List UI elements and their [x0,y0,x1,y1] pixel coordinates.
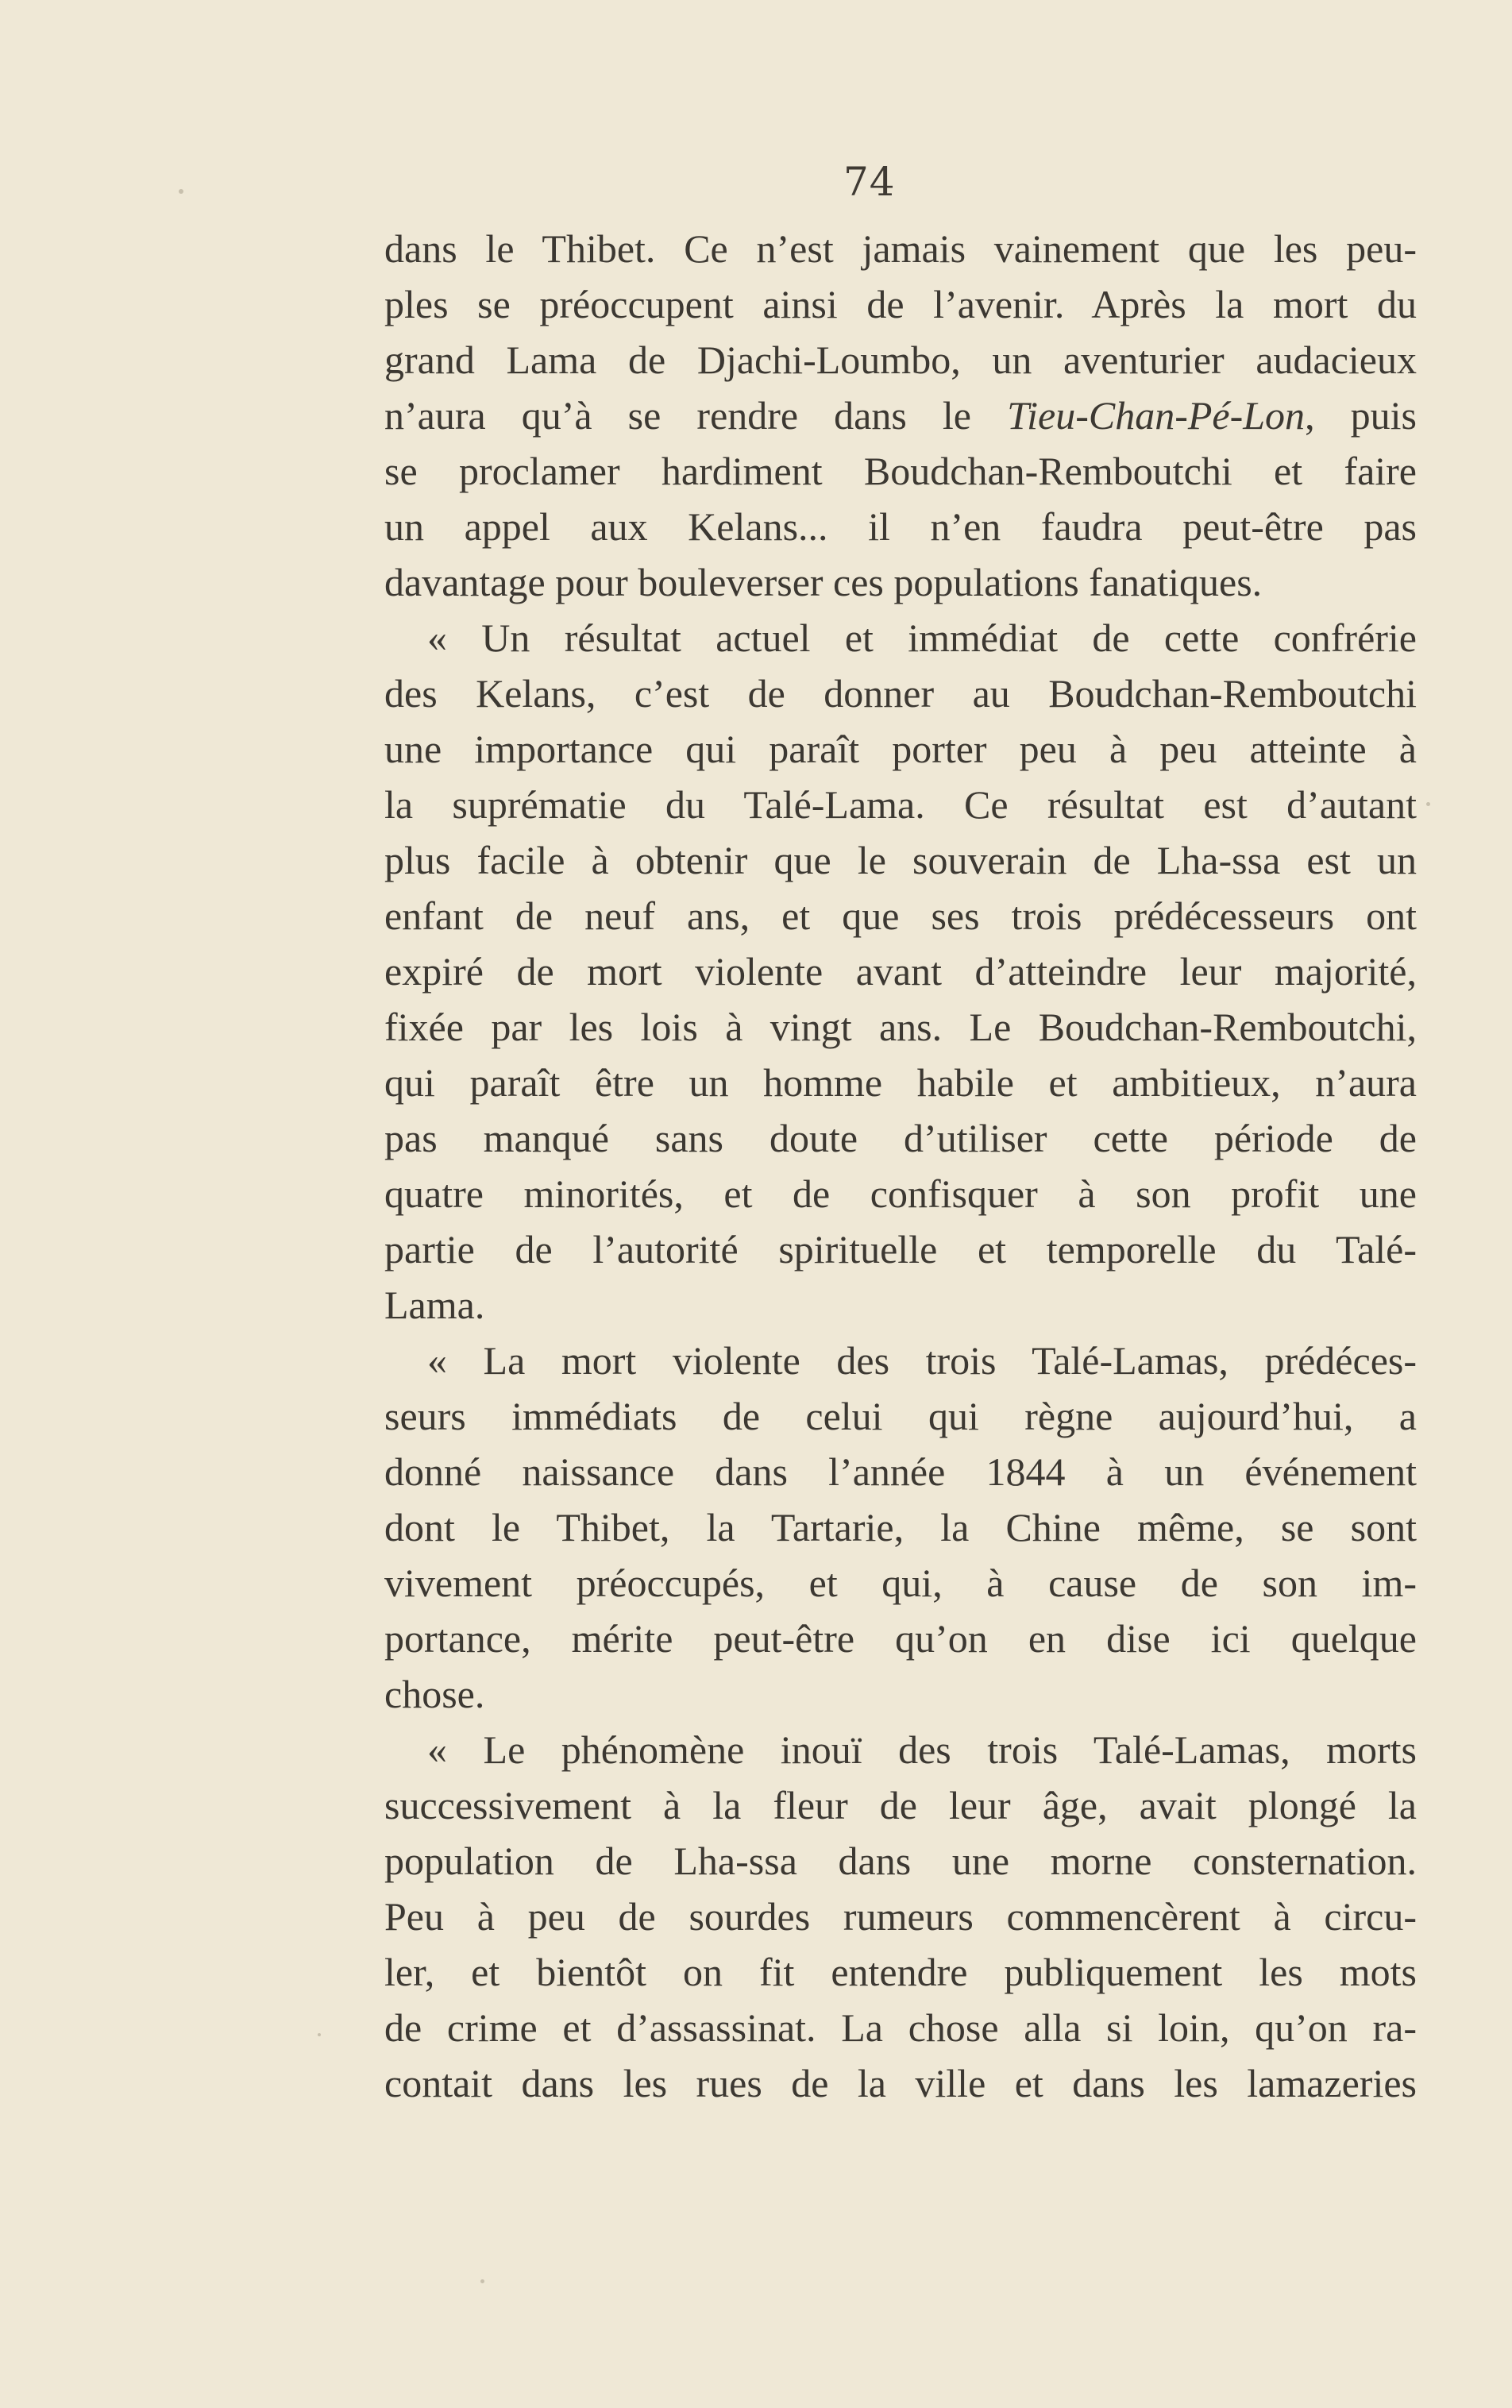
text-line: de crime et d’assassinat. La chose alla si loin, qu’on ra- [384,2005,1417,2050]
text-line: une importance qui paraît porter peu à peu atteinte à [384,727,1417,771]
text-line: dans le Thibet. Ce n’est jamais vainement que les peu- [384,226,1417,271]
text-line: qui paraît être un homme habile et ambitieux, n’aura [384,1060,1417,1105]
text-line: contait dans les rues de la ville et dans les lamazeries [384,2061,1417,2105]
text-line: population de Lha-ssa dans une morne consternation. [384,1839,1417,1883]
text-line: donné naissance dans l’année 1844 à un événement [384,1449,1417,1494]
page-number: 74 [843,159,896,205]
text-line: portance, mérite peut-être qu’on en dise ici quelque [384,1616,1417,1661]
italic-term: Tieu-Chan-Pé-Lon [1007,393,1306,438]
text-line: dont le Thibet, la Tartarie, la Chine même, se sont [384,1505,1417,1549]
text-line: plus facile à obtenir que le souverain de Lha-ssa est un [384,838,1417,882]
text-line: se proclamer hardiment Boudchan-Remboutchi et faire [384,449,1417,493]
text-line [384,388,1417,443]
text-line: partie de l’autorité spirituelle et temporelle du Talé- [384,1227,1417,1272]
text-segment: n’aura qu’à se rendre dans le [384,393,1008,438]
text-line: Peu à peu de sourdes rumeurs commencèrent à circu- [384,1894,1417,1939]
text-line: successivement à la fleur de leur âge, avait plongé la [384,1783,1417,1827]
text-line: seurs immédiats de celui qui règne aujourd’hui, a [384,1394,1417,1438]
text-line: ler, et bientôt on fit entendre publiquement les mots [384,1950,1417,1994]
paper-speck [318,2033,321,2036]
text-line: Lama. [384,1283,485,1327]
text-line: « La mort violente des trois Talé-Lamas, prédéces- [427,1338,1417,1383]
text-line: vivement préoccupés, et qui, à cause de son im- [384,1561,1417,1605]
text-line: des Kelans, c’est de donner au Boudchan-Remboutchi [384,671,1417,716]
text-line: la suprématie du Talé-Lama. Ce résultat est d’autant [384,782,1417,827]
paper-speck [179,189,183,194]
text-line: expiré de mort violente avant d’atteindre leur majorité, [384,949,1417,994]
text-line: un appel aux Kelans... il n’en faudra peut-être pas [384,504,1417,549]
text-line: ples se préoccupent ainsi de l’avenir. Après la mort du [384,282,1417,326]
paper-speck [480,2279,484,2283]
body-text [384,221,1417,2111]
text-line: pas manqué sans doute d’utiliser cette période de [384,1116,1417,1160]
text-segment: , puis [1305,393,1417,438]
text-line: davantage pour bouleverser ces populations fanatiques. [384,560,1263,604]
text-line: « Le phénomène inouï des trois Talé-Lamas, morts [427,1727,1417,1772]
text-line: grand Lama de Djachi-Loumbo, un aventurier audacieux [384,338,1417,382]
text-line: « Un résultat actuel et immédiat de cette confrérie [427,616,1417,660]
text-line: fixée par les lois à vingt ans. Le Boudchan-Remboutchi, [384,1005,1417,1049]
text-line: quatre minorités, et de confisquer à son profit une [384,1171,1417,1216]
paper-speck [1426,802,1430,806]
text-line: chose. [384,1672,485,1716]
text-line: enfant de neuf ans, et que ses trois prédécesseurs ont [384,893,1417,938]
